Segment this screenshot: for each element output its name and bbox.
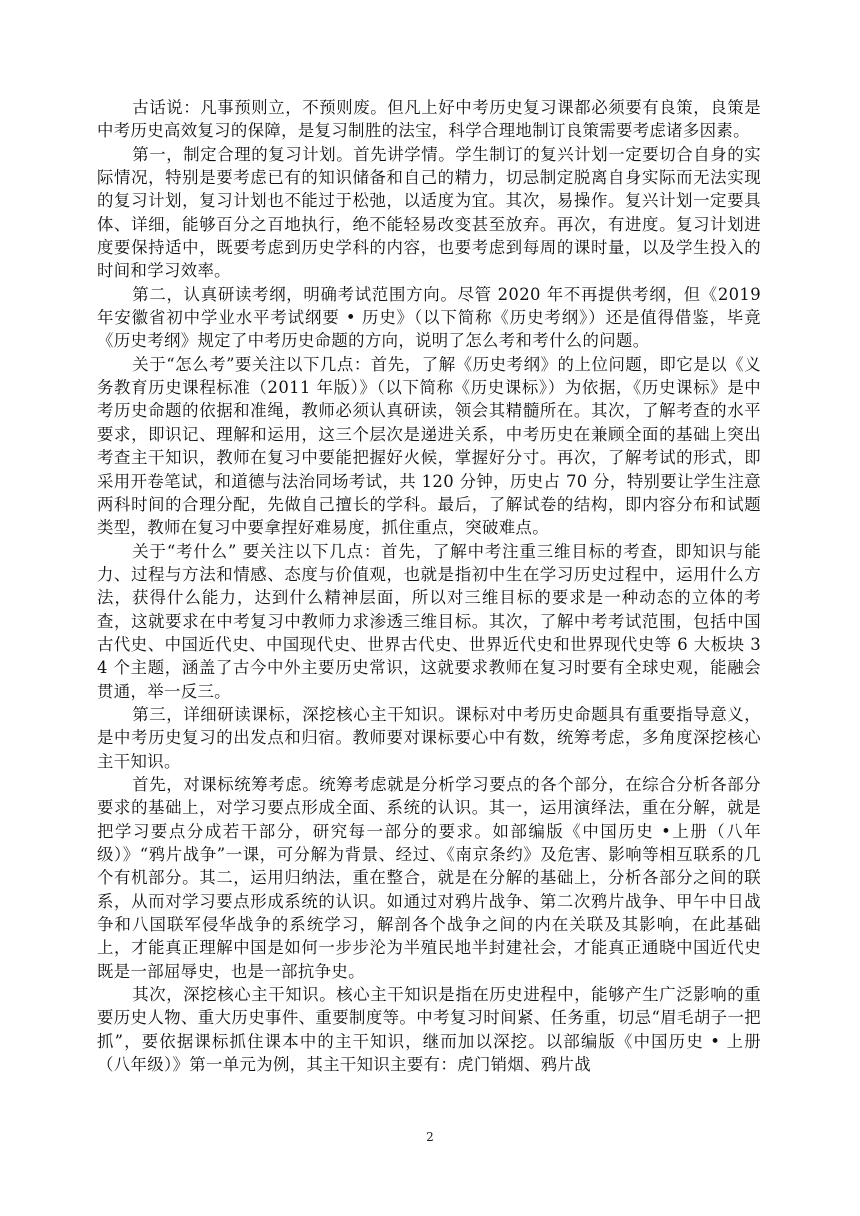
paragraph-how-to-test: 关于“怎么考”要关注以下几点：首先，了解《历史考纲》的上位问题，即它是以《义务教育历史课程标准（2011 年版）》（以下简称《历史课标》）为依据，《历史课标》是中考历史命题的依据和准绳，教师必须认真研读，领会其精髓所在。其次，了解考查的水平要求，即识记、理解和运用，这三个层次是递进关系，中考历史在兼顾全面的基础上突出考查主干知识，教师在复习中要能把握好火候，掌握好分寸。再次，了解考试的形式，即采用开卷笔试，和道德与法治同场考试，共 120 分钟，历史占 70 分，特别要让学生注意两科时间的合理分配，先做自己擅长的学科。最后，了解试卷的结构，即内容分布和试题类型，教师在复习中要拿捏好难易度，抓住重点，突破难点。 bbox=[97, 354, 761, 538]
paragraph-second-point: 第二，认真研读考纲，明确考试范围方向。尽管 2020 年不再提供考纲，但《2019 年安徽省初中学业水平考试纲要 • 历史》（以下简称《历史考纲》）还是值得借鉴，毕竟《历史考纲》规定了中考历史命题的方向，说明了怎么考和考什么的问题。 bbox=[97, 284, 761, 351]
document-body bbox=[97, 96, 761, 1076]
paragraph-first-point: 第一，制定合理的复习计划。首先讲学情。学生制订的复兴计划一定要切合自身的实际情况，特别是要考虑已有的知识储备和自己的精力，切忌制定脱离自身实际而无法实现的复习计划，复习计划也不能过于松弛，以适度为宜。其次，易操作。复兴计划一定要具体、详细，能够百分之百地执行，绝不能轻易改变甚至放弃。再次，有进度。复习计划进度要保持适中，既要考虑到历史学科的内容，也要考虑到每周的课时量，以及学生投入的时间和学习效率。 bbox=[97, 144, 761, 281]
paragraph-core-knowledge: 其次，深挖核心主干知识。核心主干知识是指在历史进程中，能够产生广泛影响的重要历史人物、重大历史事件、重要制度等。中考复习时间紧、任务重，切忌“眉毛胡子一把抓”，要依据课标抓住课本中的主干知识，继而加以深挖。以部编版《中国历史 • 上册（八年级）》第一单元为例，其主干知识主要有：虎门销烟、鸦片战 bbox=[97, 985, 761, 1075]
paragraph-what-to-test: 关于“考什么” 要关注以下几点：首先，了解中考注重三维目标的考查，即知识与能力、过程与方法和情感、态度与价值观，也就是指初中生在学习历史过程中，运用什么方法，获得什么能力，达到什么精神层面，所以对三维目标的要求是一种动态的立体的考查，这就要求在中考复习中教师力求渗透三维目标。其次，了解中考考试范围，包括中国古代史、中国近代史、中国现代史、世界古代史、世界近代史和世界现代史等 6 大板块 34 个主题，涵盖了古今中外主要历史常识，这就要求教师在复习时要有全球史观，能融会贯通，举一反三。 bbox=[97, 541, 761, 701]
paragraph-curriculum-overview: 首先，对课标统筹考虑。统筹考虑就是分析学习要点的各个部分，在综合分析各部分要求的基础上，对学习要点形成全面、系统的认识。其一，运用演绎法，重在分解，就是把学习要点分成若干部分，研究每一部分的要求。如部编版《中国历史 •上册（八年级）》“鸦片战争”一课，可分解为背景、经过、《南京条约》及危害、影响等相互联系的几个有机部分。其二，运用归纳法，重在整合，就是在分解的基础上，分析各部分之间的联系，从而对学习要点形成系统的认识。如通过对鸦片战争、第二次鸦片战争、甲午中日战争和八国联军侵华战争的系统学习，解剖各个战争之间的内在关联及其影响，在此基础上，才能真正理解中国是如何一步步沦为半殖民地半封建社会，才能真正通晓中国近代史既是一部屈辱史，也是一部抗争史。 bbox=[97, 774, 761, 981]
paragraph-intro: 古话说：凡事预则立，不预则废。但凡上好中考历史复习课都必须要有良策，良策是中考历史高效复习的保障，是复习制胜的法宝，科学合理地制订良策需要考虑诸多因素。 bbox=[97, 98, 761, 141]
page-number: 2 bbox=[426, 1130, 434, 1144]
paragraph-third-point: 第三，详细研读课标，深挖核心主干知识。课标对中考历史命题具有重要指导意义，是中考历史复习的出发点和归宿。教师要对课标要心中有数，统筹考虑，多角度深挖核心主干知识。 bbox=[97, 704, 761, 771]
